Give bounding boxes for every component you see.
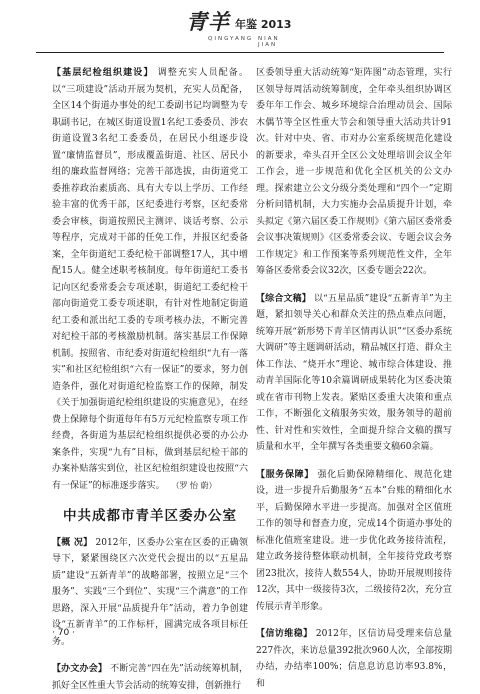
section-tag: 【基层纪检组织建设】 (52, 68, 154, 78)
page-header (0, 0, 480, 60)
paragraph-grassroots-discipline (52, 65, 248, 494)
author-credit: （罗 怡 蔚） (171, 480, 217, 490)
logo-subtitle: 年鉴 2013 (235, 18, 292, 31)
paragraph-text: 强化后勤保障精细化、规范化建设，进一步提升后勤服务“五本”台账的精细化水平，后勤保障水平进一步提高。加强对全区值班工作的领导和督查力度，完成14个街道办事处的标准化值班室建设。进一步优化政务接待流程，建立政务接待整体联动机制，全年接待党政考察团23批次，接待人数554人，协助开展规则接待12次，其中一级接待3次，二级接待2次，充分宣传展示青羊形象。 (256, 469, 452, 612)
section-tag: 【综合文稿】 (256, 293, 311, 304)
section-title: 中共成都市青羊区委办公室 (63, 508, 237, 524)
logo-pinyin: QINGYANG (208, 36, 254, 42)
paragraph-text: 2012年，区委办公室在区委的正确领导下，紧紧围绕区六次党代会提出的以“五星品质”建设“五新青羊”的战略部署，按照立足“三个服务”、实践“三个到位”、实现“三个满意”的工作思路，深入开展“品质提升年”活动，着力争创建设“五新青羊”的工作标杆，圆满完成各项目标任务。 (52, 537, 248, 647)
paragraph-text: 以“五星品质”建设“五新青羊”为主题，紧扣领导关心和群众关注的热点难点问题，统筹开展“新形势下青羊区情再认识”“区委办系统大调研”等主题调研活动，精品城区打造、群众主体工作法、“烧开水”理论、城市综合体建设、推动青羊国际化等10余篇调研成果转化为区委决策或在省市刊物上发表。紧贴区委重大决策和重点工作，不断强化文稿服务实效，服务领导的超前性、针对性和实效性，全面提升综合文稿的撰写质量和水平，全年撰写各类重要文稿60余篇。 (256, 293, 452, 452)
paragraph-documents-meetings (52, 661, 248, 694)
right-column (256, 65, 452, 692)
section-tag: 【信访维稳】 (256, 629, 313, 639)
paragraph-text: 2012年，区信访局受理来信总量227件次，来访总量392批次960人次，全部按期办结，办结率100%；信息息访息访率93.8%，和 (256, 629, 452, 689)
section-tag: 【办文办会】 (52, 664, 108, 674)
left-column (52, 65, 248, 694)
paragraph-petitions-stability (256, 626, 452, 692)
paragraph-text: 不断完善“四在先”活动统筹机制，抓好全区性重大节会活动的统筹安排，创新推行 (52, 664, 248, 691)
yearbook-logo (186, 6, 298, 50)
logo-jian: NIAN JIAN (258, 36, 280, 48)
paragraph-continued (256, 65, 452, 280)
paragraph-text: 调整充实人员配备。以“三项建设”活动开展为契机，充实人员配备，全区14个街道办事处的纪工委副书记均调整为专职副书记，在城区街道设置1名纪工委委员、涉农街道设置3名纪工委委员，在居民小组逐步设置“廉情监督员”，形成覆盖街道、社区、居民小组的廉政监督网络；完善干部选拔，由街道党工委推荐政治素质高、具有大专以上学历、工作经验丰富的优秀干部，区纪委进行考察，区纪委常委会审核，街道按照民主测评、谈话考察、公示等程序，完成对干部的任免工作，并报区纪委备案，全年街道纪工委纪检干部调整17人，其中增配15人。健全述职考核制度。每年街道纪工委书记向区纪委常委会专项述职，街道纪工委纪检干部向街道党工委专项述职，有针对性地制定街道纪工委和派出纪工委的专项考核办法，不断完善对纪检干部的考核激励机制。落实基层工作保障机制。按照省、市纪委对街道纪检组织“九有一落实”和社区纪检组织“六有一保证”的要求，努力创造条件，强化对街道纪检监察工作的保障，制发《关于加强街道纪检组织建设的实施意见》，在经费上保障每个街道每年有5万元纪检监察专项工作经费，各街道为基层纪检组织提供必要的办公办案条件，实现“九有”目标，做到基层纪检干部的办案补贴落实到位，社区纪检组织建设也按照“六有一保证”的标准逐步落实。 (52, 68, 248, 491)
section-tag: 【概 况】 (52, 537, 93, 548)
paragraph-text: 区委领导重大活动统筹“矩阵图”动态管理，实行区领导每周活动统筹制度，全年牵头组织协调区委年年工作会、城乡环境综合治理动员会、国际木偶节等全区性重大节会和领导重大活动共计91次。针对中央、省、市对办公室系统规范化建设的新要求，牵头召开全区公文处理培训会议全年工作会，进一步规范和优化全区机关的公文办理。探索建立公文分级分类处理和“四个一”定期分析问错机制，大力实施办会品质提升计划，牵头拟定《第六届区委工作规则》《第六届区委常委会议事决策规则》《区委常委会议、专题会议会务工作规定》和工作预案等系列规范性文件，全年筹备区委常委会议32次，区委专题会22次。 (256, 68, 452, 276)
section-tag: 【服务保障】 (256, 469, 314, 480)
logo-title: 青羊 (186, 9, 230, 34)
header-rule (36, 52, 444, 53)
paragraph-comprehensive-drafts (256, 291, 452, 456)
page-number: · 70 · (52, 628, 75, 638)
paragraph-overview (52, 535, 248, 651)
paragraph-service-support (256, 467, 452, 616)
